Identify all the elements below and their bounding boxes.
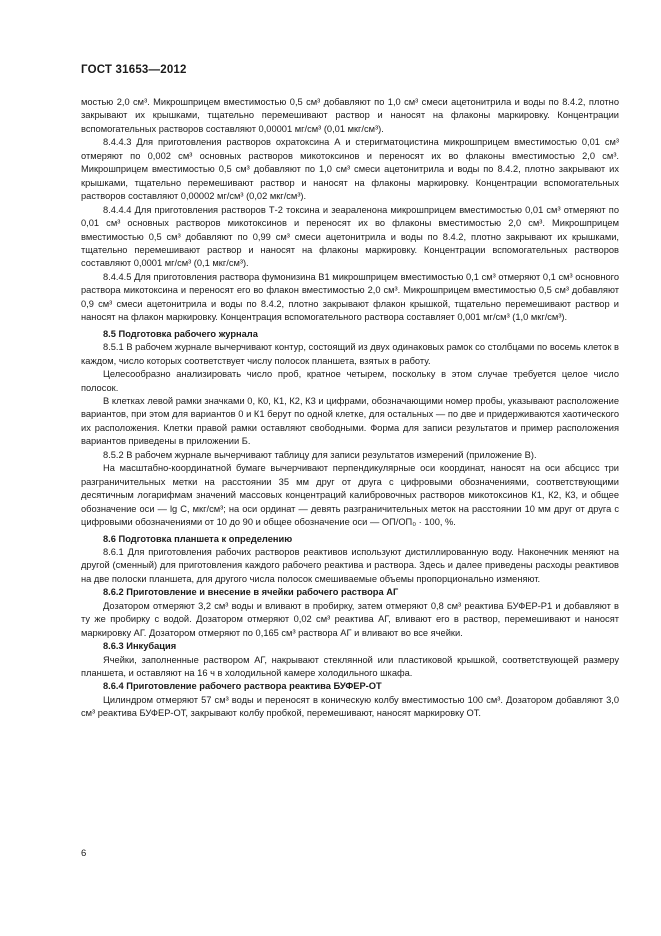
- paragraph: мостью 2,0 см³. Микрошприцем вместимостью 0,5 см³ добавляют по 1,0 см³ смеси ацетонитрила и воды по 8.4.2, плотно закрывают их крышками, тщательно перемешивают раствор и наносят на флаконы маркировку. Концентрации вспомогательных растворов составляют 0,00001 мг/см³ (0,01 мкг/см³).: [81, 97, 619, 134]
- document-header: ГОСТ 31653—2012: [81, 64, 187, 76]
- subsection-heading: 8.6.3 Инкубация: [103, 641, 177, 652]
- paragraph: 8.6.1 Для приготовления рабочих растворов реактивов используют дистиллированную воду. Наконечник меняют на другой (сменный) для приготовления каждого рабочего реактива и раствора. Здесь и далее приведены расходы реактивов на две полоски планшета, для другого числа полосок смешиваемые объемы пропорционально изменяют.: [81, 546, 619, 584]
- paragraph: Дозатором отмеряют 3,2 см³ воды и вливают в пробирку, затем отмеряют 0,8 см³ реактива БУФЕР-Р1 и добавляют в ту же пробирку с водой. Дозатором отмеряют 0,02 см³ реактива АГ, вливают его в раствор, перемешивают и наносят маркировку АГ. Дозатором отмеряют по 0,165 см³ раствора АГ и вливают во все ячейки.: [81, 600, 619, 638]
- paragraph: Ячейки, заполненные раствором АГ, накрывают стеклянной или пластиковой крышкой, соответствующей размеру планшета, и оставляют на 16 ч в холодильной камере холодильного шкафа.: [81, 654, 619, 679]
- paragraph: 8.4.4.4 Для приготовления растворов Т-2 токсина и зеараленона микрошприцем вместимостью 0,01 см³ отмеряют по 0,01 см³ основных растворов микотоксинов и переносят их во флаконы вместимостью 2,0 см³. Микрошприцем вместимостью 0,5 см³ добавляют по 0,99 см³ смеси ацетонитрила и воды по 8.4.2, плотно закрывают их крышками, тщательно перемешивают раствор и наносят на флаконы маркировку. Концентрации вспомогательных растворов составляют 0,0001 мг/см³ (0,1 мкг/см³).: [81, 204, 619, 269]
- paragraph: На масштабно-координатной бумаге вычерчивают перпендикулярные оси координат, наносят на оси абсцисс три разграничительных метки на расстоянии 35 мм друг от друга с цифровыми обозначениями, соответствующими десятичным логарифмам значений массовых концентраций калибровочных растворов микотоксинов К1, К2, К3, и общее обозначение оси — lg С, мкг/см³; на оси ординат — девять разграничительных меток на расстоянии 10 мм друг от друга с цифровыми обозначениями от 10 до 90 и общее обозначение оси — ОП/ОП₀ · 100, %.: [81, 463, 619, 528]
- paragraph: 8.5.1 В рабочем журнале вычерчивают контур, состоящий из двух одинаковых рамок со столбцами по восемь клеток в каждом, число которых соответствует числу полосок планшета, взятых в работу.: [81, 342, 619, 366]
- section-heading: 8.6 Подготовка планшета к определению: [103, 533, 293, 544]
- subsection-heading: 8.6.2 Приготовление и внесение в ячейки рабочего раствора АГ: [103, 587, 399, 598]
- paragraph: 8.4.4.5 Для приготовления раствора фумонизина В1 микрошприцем вместимостью 0,1 см³ отмеряют 0,1 см³ основного раствора микотоксина и переносят его во флакон вместимостью 2,0 см³. Микрошприцем вместимостью 0,5 см³ добавляют 0,9 см³ смеси ацетонитрила и воды по 8.4.2, плотно закрывают флакон крышкой, тщательно перемешивают раствор и наносят на флакон маркировку. Концентрация вспомогательного раствора составляет 0,001 мг/см³ (1,0 мкг/см³).: [81, 271, 619, 323]
- page-number: 6: [81, 848, 87, 859]
- paragraph: Целесообразно анализировать число проб, кратное четырем, поскольку в этом случае требуется целое число полосок.: [81, 369, 619, 393]
- paragraph: Цилиндром отмеряют 57 см³ воды и переносят в коническую колбу вместимостью 100 см³. Дозатором добавляют 3,0 см³ реактива БУФЕР-ОТ, закрывают колбу пробкой, перемешивают, наносят маркировку ОТ.: [81, 694, 619, 719]
- paragraph: В клетках левой рамки значками 0, К0, К1, К2, К3 и цифрами, обозначающими номер пробы, указывают расположение вариантов, при этом для вариантов 0 и К1 берут по одной клетке, для остальных — по две и придерживаются хаотического их расположения. Клетки правой рамки оставляют свободными. Форма для записи результатов и пример расположения вариантов приведены в приложении Б.: [81, 395, 619, 447]
- subsection-heading: 8.6.4 Приготовление рабочего раствора реактива БУФЕР-ОТ: [103, 681, 382, 692]
- section-heading: 8.5 Подготовка рабочего журнала: [103, 328, 258, 339]
- paragraph: 8.5.2 В рабочем журнале вычерчивают таблицу для записи результатов измерений (приложение В).: [103, 449, 537, 460]
- paragraph: 8.4.4.3 Для приготовления растворов охратоксина А и стеригматоцистина микрошприцем вместимостью 0,01 см³ отмеряют по 0,002 см³ основных растворов микотоксинов и переносят их во флаконы вместимостью 2,0 см³. Микрошприцем вместимостью 0,5 см³ добавляют по 1,0 см³ смеси ацетонитрила и воды по 8.4.2, плотно закрывают их крышками, тщательно перемешивают раствор и наносят на флаконы маркировку. Концентрации вспомогательных растворов составляют 0,00002 мг/см³ (0,02 мкг/см³).: [81, 137, 619, 202]
- document-body: [81, 96, 619, 721]
